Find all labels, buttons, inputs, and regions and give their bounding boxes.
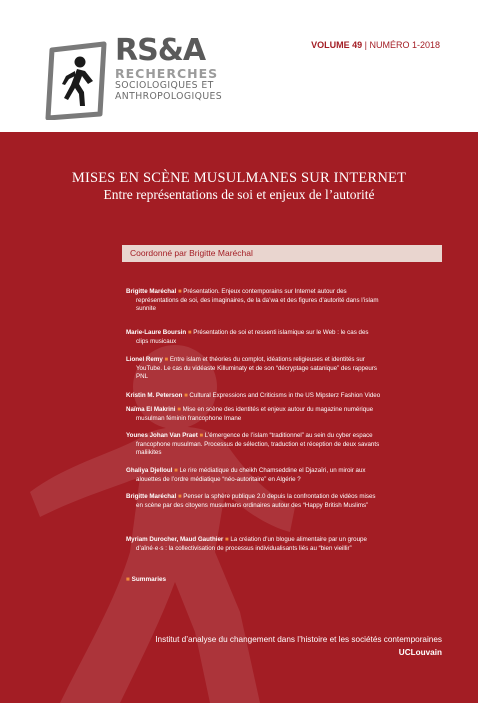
square-bullet-icon: ■ [184, 393, 190, 399]
toc-title-line: Présentation de soi et ressenti islamique sur le Web : le cas des [193, 329, 369, 336]
table-of-contents [126, 288, 444, 562]
toc-title-line: en scène par des citoyens musulmans ordinaires autour des “Happy British Muslims” [136, 501, 369, 509]
journal-logo [115, 33, 223, 102]
issue-title-sub: Entre représentations de soi et enjeux de l’autorité [103, 187, 375, 202]
issue-title [0, 170, 478, 203]
toc-title-line: La création d’un blogue alimentaire par un groupe [230, 536, 367, 543]
toc-title-line: sunnite [136, 305, 156, 313]
toc-title-line: Présentation. Enjeux contemporains sur Internet autour des [183, 288, 347, 295]
toc-author: Naïma El Makrini [126, 406, 176, 413]
toc-title-line: Penser la sphère publique 2.0 depuis la confrontation de vidéos mises [183, 493, 376, 500]
coordinator-text: Coordonné par Brigitte Maréchal [130, 248, 253, 258]
toc-title-line: PNL [136, 373, 149, 381]
toc-author: Lionel Remy [126, 356, 163, 363]
summaries-label: Summaries [131, 576, 167, 583]
university-name: UCLouvain [398, 648, 442, 657]
square-bullet-icon: ■ [126, 576, 132, 583]
toc-title-line: Mise en scène des identités et enjeux autour du magazine numérique [182, 406, 374, 413]
toc-title-line: L’émergence de l’islam “traditionnel” au sein du cyber espace [204, 432, 373, 439]
institute-name: Institut d’analyse du changement dans l’histoire et les sociétés contemporaines [155, 635, 442, 644]
toc-title-line: Le rire médiatique du cheikh Chamseddine el Djazaïri, un miroir aux [179, 467, 366, 474]
toc-entry [126, 432, 444, 467]
square-bullet-icon: ■ [199, 433, 205, 439]
square-bullet-icon: ■ [174, 468, 180, 474]
walking-figure-logo-icon [44, 40, 108, 120]
toc-title-line: YouTube. Le cas du vidéaste Killuminaty et de son “décryptage satanique” des rappeurs [136, 364, 378, 372]
logo-line-2: SOCIOLOGIQUES ET [115, 80, 214, 91]
toc-title-line: Cultural Expressions and Criticisms in the US Mipsterz Fashion Video [189, 392, 381, 399]
square-bullet-icon: ■ [177, 494, 184, 500]
summaries-link [126, 576, 166, 583]
toc-title-line: Entre islam et théories du complot, idéations religieuses et identités sur [169, 356, 365, 363]
volume-label: VOLUME 49 [311, 40, 363, 50]
toc-title-line: musulman féminin francophone Imane [136, 414, 242, 422]
toc-entry [126, 536, 444, 562]
cover-header [0, 0, 478, 132]
cover-body [0, 132, 478, 703]
toc-author: Brigitte Maréchal [126, 288, 177, 295]
toc-entry [126, 406, 444, 432]
logo-line-1: RECHERCHES [115, 66, 219, 81]
toc-entry [126, 493, 444, 536]
toc-entry [126, 467, 444, 493]
logo-acronym: RS&A [115, 33, 206, 68]
toc-entry [126, 329, 444, 356]
toc-title-line: représentations de soi, des imaginaires, de la da’wa et des figures d’autorité dans l’islam [136, 296, 379, 304]
toc-title-line: alouettes de l’ordre médiatique “néo-autoritaire” en Algérie ? [136, 475, 301, 483]
toc-title-line: francophone musulman. Processus de sélection, traduction et réception de deux savants [136, 440, 380, 448]
toc-author: Ghaliya Djelloul [126, 467, 173, 474]
square-bullet-icon: ■ [187, 330, 194, 336]
square-bullet-icon: ■ [225, 537, 231, 543]
volume-issue [311, 40, 440, 50]
coordinator-bar [122, 245, 442, 262]
square-bullet-icon: ■ [177, 289, 184, 295]
toc-author: Kristin M. Peterson [126, 392, 183, 399]
square-bullet-icon: ■ [164, 357, 170, 363]
toc-entry [126, 392, 444, 406]
toc-author: Brigitte Maréchal [126, 493, 177, 500]
toc-entry [126, 288, 444, 329]
toc-author: Younes Johan Van Praet [126, 432, 198, 439]
toc-author: Myriam Durocher, Maud Gauthier [126, 536, 224, 543]
toc-title-line: clips musicaux [136, 337, 177, 345]
logo-line-3: ANTHROPOLOGIQUES [115, 91, 223, 102]
toc-author: Marie-Laure Boursin [126, 329, 187, 336]
toc-title-line: d’aîné·e·s : la collectivisation de processus individualisants liés au “bien vieillir” [136, 544, 352, 552]
toc-entry [126, 356, 444, 392]
square-bullet-icon: ■ [177, 407, 183, 413]
toc-title-line: maliikites [136, 449, 162, 457]
issue-label: | NUMÉRO 1-2018 [364, 40, 440, 50]
issue-title-main: MISES EN SCÈNE MUSULMANES SUR INTERNET [71, 170, 407, 186]
